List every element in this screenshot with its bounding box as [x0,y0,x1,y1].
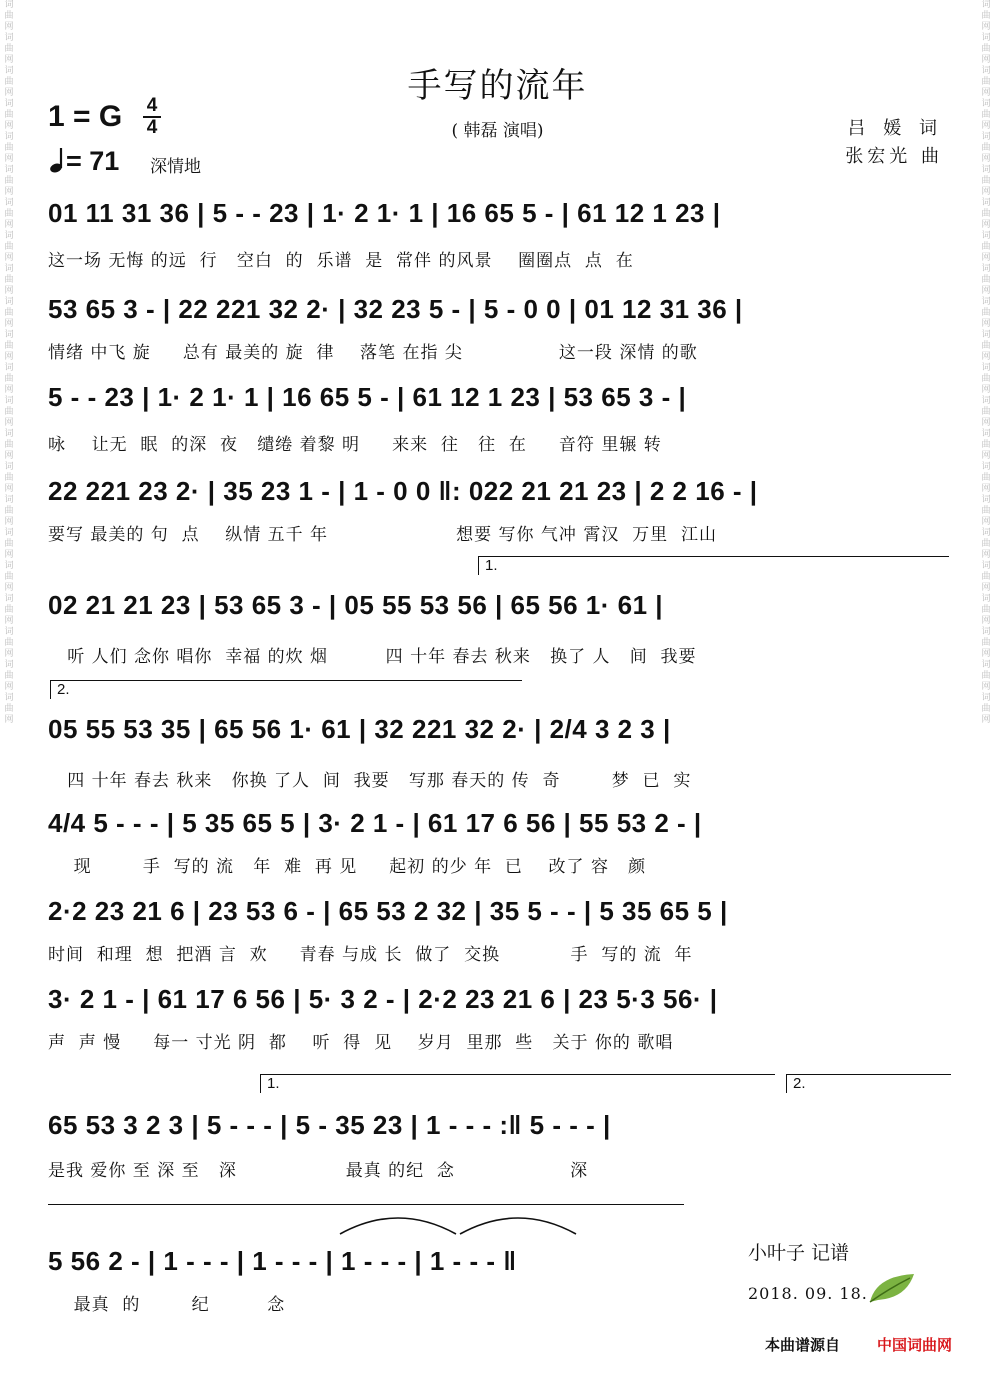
lyrics-line-11: 最真 的 纪 念 [48,1295,286,1315]
composer-credit: 张宏光 曲 [845,146,943,167]
notation-line-6: 05 55 53 35 | 65 56 1· 61 | 32 221 32 2· | 2/4 3 2 3 | [48,714,671,744]
lyrics-line-2: 情绪 中飞 旋 总有 最美的 旋 律 落笔 在指 尖 这一段 深情 的歌 [48,343,698,363]
watermark-right: 词曲网词曲网词曲网词曲网词曲网词曲网词曲网词曲网词曲网词曲网词曲网词曲网词曲网词曲网词曲网词曲网词曲网词曲网词曲网词曲网词曲网词曲网 [981,0,991,725]
notation-line-10: 65 53 3 2 3 | 5 - - - | 5 - 35 23 | 1 - - - :‖ 5 - - - | [48,1110,611,1140]
tempo-marking [46,146,119,177]
lyrics-line-8: 时间 和理 想 把酒 言 欢 青春 与成 长 做了 交换 手 写的 流 年 [48,945,693,965]
notation-line-3: 5 - - 23 | 1· 2 1· 1 | 16 65 5 - | 61 12 1 23 | 53 65 3 - | [48,382,687,412]
lyrics-line-6: 四 十年 春去 秋来 你换 了人 间 我要 写那 春天的 传 奇 梦 已 实 [48,771,692,791]
expression-mark: 深情地 [150,157,201,177]
lyrics-line-4: 要写 最美的 句 点 纵情 五千 年 想要 写你 气冲 霄汉 万里 江山 [48,525,717,545]
lyrics-line-5: 听 人们 念你 唱你 幸福 的炊 烟 四 十年 春去 秋来 换了 人 间 我要 [48,647,697,667]
notation-line-8: 2·2 23 21 6 | 23 53 6 - | 65 53 2 32 | 35 5 - - | 5 35 65 5 | [48,896,728,926]
key-signature: 1 = G [48,100,123,133]
volta-4: 2. [786,1074,951,1093]
time-signature-top: 4 [146,95,158,116]
lyrics-line-1: 这一场 无悔 的远 行 空白 的 乐谱 是 常伴 的风景 圈圈点 点 在 [48,251,634,271]
tempo-value: = 71 [66,146,120,176]
transcriber-credit: 小叶子 记谱 [748,1242,850,1264]
song-title: 手写的流年 [407,66,588,106]
lyricist-credit: 吕 媛 词 [847,118,943,139]
transcription-date: 2018. 09. 18. [748,1284,868,1303]
lyrics-line-9: 声 声 慢 每一 寸光 阴 都 听 得 见 岁月 里那 些 关于 你的 歌唱 [48,1033,674,1053]
notation-line-1: 01 11 31 36 | 5 - - 23 | 1· 2 1· 1 | 16 65 5 - | 61 12 1 23 | [48,198,721,228]
lyrics-line-3: 咏 让无 眠 的深 夜 缱绻 着黎 明 来来 往 往 在 音符 里辗 转 [48,435,662,455]
notation-line-7: 4/4 5 - - - | 5 35 65 5 | 3· 2 1 - | 61 17 6 56 | 55 53 2 - | [48,808,702,838]
volta-2: 2. [50,680,522,699]
source-label: 本曲谱源自 [765,1336,841,1354]
tie-arcs [338,1208,588,1238]
time-signature-bottom: 4 [146,117,158,138]
source-site-link[interactable]: 中国词曲网 [877,1336,953,1354]
volta-3: 1. [260,1074,775,1093]
quarter-note-icon [46,146,66,174]
watermark-left: 词曲网词曲网词曲网词曲网词曲网词曲网词曲网词曲网词曲网词曲网词曲网词曲网词曲网词曲网词曲网词曲网词曲网词曲网词曲网词曲网词曲网词曲网 [4,0,14,725]
notation-line-4: 22 221 23 2· | 35 23 1 - | 1 - 0 0 ‖: 022 21 21 23 | 2 2 16 - | [48,476,758,506]
leaf-icon [866,1270,918,1306]
lyrics-line-10: 是我 爱你 至 深 至 深 最真 的纪 念 深 [48,1161,589,1181]
notation-line-2: 53 65 3 - | 22 221 32 2· | 32 23 5 - | 5 - 0 0 | 01 12 31 36 | [48,294,743,324]
notation-line-11: 5 56 2 - | 1 - - - | 1 - - - | 1 - - - | 1 - - - ‖ [48,1246,517,1276]
notation-line-5: 02 21 21 23 | 53 65 3 - | 05 55 53 56 | 65 56 1· 61 | [48,590,664,620]
notation-line-9: 3· 2 1 - | 61 17 6 56 | 5· 3 2 - | 2·2 23 21 6 | 23 5·3 56· | [48,984,718,1014]
staff-rule [48,1204,684,1205]
volta-1: 1. [478,556,949,575]
singer-credit: ( 韩磊 演唱) [451,121,544,141]
lyrics-line-7: 现 手 写的 流 年 难 再 见 起初 的少 年 已 改了 容 颜 [48,857,647,877]
